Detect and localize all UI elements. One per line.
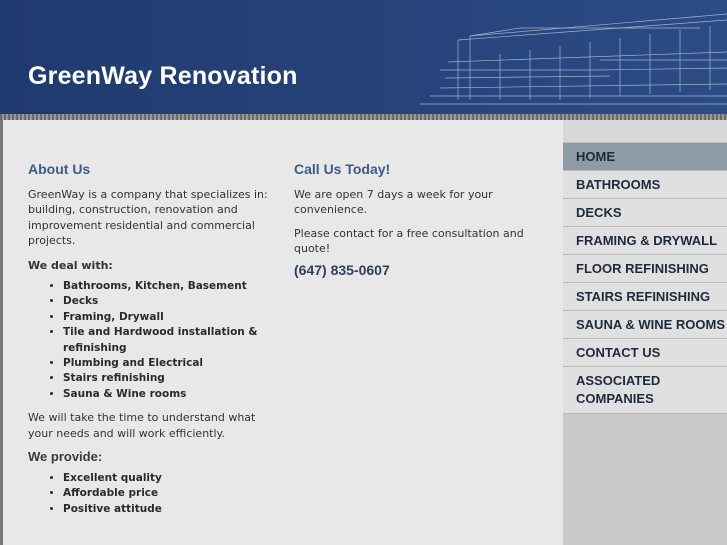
- nav-item-floor-refinishing[interactable]: FLOOR REFINISHING: [563, 254, 727, 282]
- deal-item: • Framing, Drywall: [63, 310, 268, 325]
- nav-item-contact-us[interactable]: CONTACT US: [563, 338, 727, 366]
- nav-item-sauna-and-wine-rooms[interactable]: SAUNA & WINE ROOMS: [563, 310, 727, 338]
- provide-item: • Affordable price: [63, 486, 268, 501]
- sidebar: [563, 120, 727, 545]
- nav-menu: [563, 142, 727, 414]
- house-blueprint-graphic: [0, 0, 727, 114]
- provide-heading: We provide:: [28, 449, 103, 465]
- nav-item-associated-companies[interactable]: ASSOCIATED COMPANIES: [563, 366, 727, 414]
- site-title[interactable]: GreenWay Renovation: [28, 62, 298, 90]
- deal-item: • Bathrooms, Kitchen, Basement: [63, 279, 268, 294]
- provide-list: [28, 471, 268, 517]
- deal-list: [28, 279, 268, 402]
- deal-label: We deal with:: [28, 258, 113, 272]
- call-heading: Call Us Today!: [294, 161, 391, 177]
- nav-item-home[interactable]: HOME: [563, 142, 727, 170]
- nav-item-stairs-refinishing[interactable]: STAIRS REFINISHING: [563, 282, 727, 310]
- deal-item: • Tile and Hardwood installation & refinishing: [63, 325, 268, 356]
- deal-item: • Plumbing and Electrical: [63, 356, 268, 371]
- about-closing: We will take the time to understand what your needs and will work efficiently.: [28, 411, 256, 440]
- nav-item-decks[interactable]: DECKS: [563, 198, 727, 226]
- site-header: [0, 0, 727, 114]
- deal-item: • Decks: [63, 294, 268, 309]
- nav-item-framing-and-drywall[interactable]: FRAMING & DRYWALL: [563, 226, 727, 254]
- nav-item-bathrooms[interactable]: BATHROOMS: [563, 170, 727, 198]
- deal-item: • Sauna & Wine rooms: [63, 387, 268, 402]
- about-section: [28, 162, 268, 517]
- call-hours: We are open 7 days a week for your convenience.: [294, 187, 493, 216]
- provide-item: • Excellent quality: [63, 471, 268, 486]
- deal-item: • Stairs refinishing: [63, 371, 268, 386]
- phone-number[interactable]: (647) 835-0607: [294, 261, 390, 278]
- call-section: [294, 162, 544, 278]
- call-contact: Please contact for a free consultation and quote!: [294, 226, 524, 255]
- provide-item: • Positive attitude: [63, 502, 268, 517]
- about-heading: About Us: [28, 161, 91, 177]
- about-intro: GreenWay is a company that specializes in: building, construction, renovation and improvement residential and commercial projects.: [28, 187, 268, 247]
- sidebar-top-strip: [563, 120, 727, 142]
